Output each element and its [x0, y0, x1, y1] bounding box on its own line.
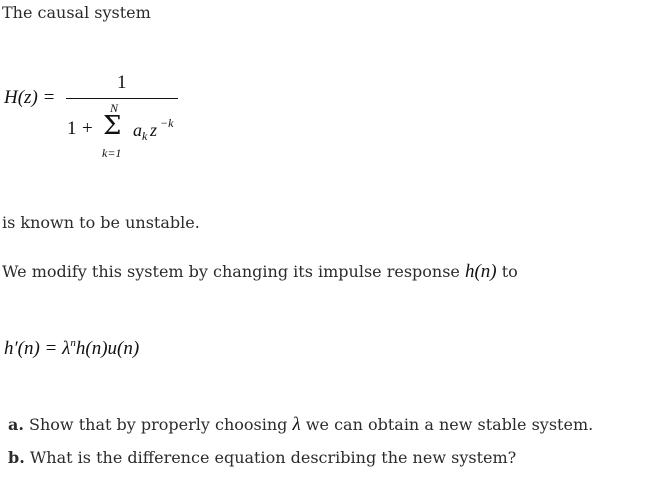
equation-lhs: H(z) =	[4, 87, 56, 108]
question-a-after: we can obtain a new stable system.	[305, 415, 594, 434]
question-b	[8, 448, 516, 468]
modified-impulse-equation	[4, 337, 139, 360]
fraction-bar	[66, 98, 178, 99]
unstable-text: is known to be unstable.	[2, 213, 200, 232]
question-b-label: b.	[8, 448, 25, 467]
modify-math: h(n)	[464, 261, 497, 282]
fraction-numerator: 1	[117, 72, 127, 93]
variable-z: z	[150, 120, 158, 140]
intro-text: The causal system	[2, 3, 151, 22]
coefficient-subscript: k	[142, 129, 148, 143]
modify-after: to	[501, 262, 518, 281]
denominator-plus: +	[82, 118, 93, 139]
question-b-text: What is the difference equation describing the new system?	[29, 448, 517, 467]
modify-text	[2, 262, 518, 282]
sum-lower-limit: k=1	[102, 146, 122, 160]
coefficient-a: a	[133, 120, 142, 140]
question-a	[8, 415, 593, 435]
hprime-lhs: h′(n) =	[4, 338, 58, 359]
sum-upper-limit: N	[110, 101, 119, 115]
question-a-label: a.	[8, 415, 24, 434]
question-a-before: Show that by properly choosing	[29, 415, 288, 434]
lambda-symbol: λ	[62, 338, 71, 359]
z-exponent: −k	[160, 116, 174, 130]
summation-symbol: Σ	[103, 111, 122, 141]
hprime-rest: h(n)u(n)	[75, 338, 140, 359]
modify-before: We modify this system by changing its impulse response	[2, 262, 460, 281]
lambda-exponent: n	[70, 337, 76, 349]
question-a-math: λ	[292, 414, 301, 435]
denominator-one: 1	[67, 118, 77, 139]
